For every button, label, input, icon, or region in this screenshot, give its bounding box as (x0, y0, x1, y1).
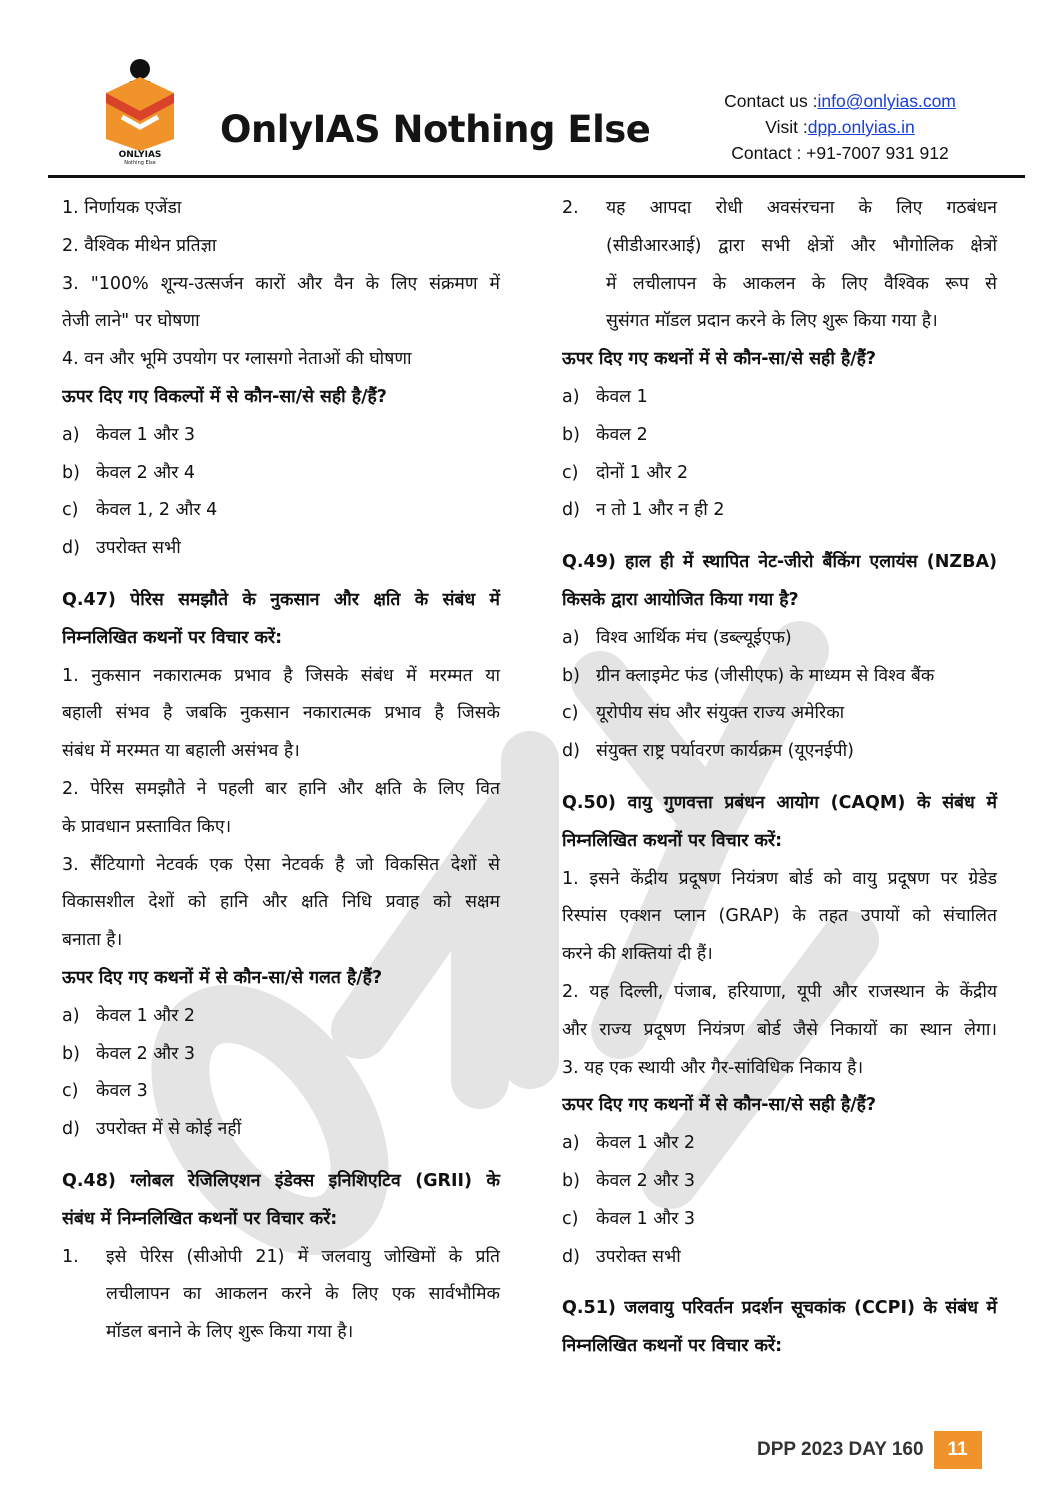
statement-line: बहाली संभव है जबकि नुकसान नकारात्मक प्रभाव है जिसके (62, 703, 500, 724)
statement-line: सुसंगत मॉडल प्रदान करने के लिए शुरू किया गया है। (606, 311, 938, 332)
page-header (0, 0, 1058, 180)
option: d) उपरोक्त सभी (562, 1246, 681, 1267)
statement-line: मॉडल बनाने के लिए शुरू किया गया है। (106, 1322, 354, 1343)
option: c) केवल 1, 2 और 4 (62, 500, 218, 521)
statement-line: इसे पेरिस (सीओपी 21) में जलवायु जोखिमों के प्रति (106, 1246, 500, 1267)
statement-line: विकासशील देशों को हानि और क्षति निधि प्रवाह को सक्षम (62, 892, 500, 913)
statement-item: 1. इसे पेरिस (सीओपी 21) में जलवायु जोखिमों के प्रति लचीलापन का आकलन करने के लिए एक सार्वभौमिक मॉडल बनाने के लिए शुरू किया गया है। (62, 1239, 500, 1352)
question-prompt: ऊपर दिए गए कथनों में से कौन-सा/से गलत है/हैं? (62, 967, 383, 988)
option: b) ग्रीन क्लाइमेट फंड (जीसीएफ) के माध्यम से विश्व बैंक (562, 665, 935, 686)
option: b) केवल 2 और 3 (562, 1170, 696, 1191)
list-item: 2. वैश्विक मीथेन प्रतिज्ञा (62, 235, 217, 256)
question-prompt: ऊपर दिए गए कथनों में से कौन-सा/से सही है/हैं? (562, 1095, 877, 1116)
contact-label: Contact us : (724, 91, 818, 111)
question-title-q47-cont: निम्नलिखित कथनों पर विचार करें: (62, 627, 283, 648)
list-item: 3. "100% शून्य-उत्सर्जन कारों और वैन के लिए संक्रमण में (62, 273, 500, 294)
logo-subtext: Nothing Else (124, 160, 156, 165)
option: b) केवल 2 और 4 (62, 462, 196, 483)
question-prompt: ऊपर दिए गए कथनों में से कौन-सा/से सही है/हैं? (562, 349, 877, 370)
option: c) दोनों 1 और 2 (562, 462, 689, 483)
option: c) यूरोपीय संघ और संयुक्त राज्य अमेरिका (562, 703, 845, 724)
option: a) केवल 1 (562, 386, 648, 407)
option: d) संयुक्त राष्ट्र पर्यावरण कार्यक्रम (यूएनईपी) (562, 741, 854, 762)
statement-line: और राज्य प्रदूषण नियंत्रण बोर्ड जैसे निकायों का स्थान लेगा। (562, 1019, 997, 1040)
onlyias-logo-icon (100, 55, 180, 165)
question-title-q50-cont: निम्नलिखित कथनों पर विचार करें: (562, 830, 783, 851)
statement-line: रिस्पांस एक्शन प्लान (GRAP) के तहत उपायों को संचालित (562, 906, 997, 927)
left-column (62, 190, 500, 1352)
brand-title: OnlyIAS Nothing Else (220, 108, 651, 151)
contact-email-link[interactable]: info@onlyias.com (817, 91, 956, 111)
visit-label: Visit : (765, 117, 808, 137)
option: d) न तो 1 और न ही 2 (562, 500, 725, 521)
statement-line: बनाता है। (62, 930, 123, 951)
statement-line: के प्रावधान प्रस्तावित किए। (62, 816, 232, 837)
option: a) केवल 1 और 2 (562, 1133, 696, 1154)
right-column (562, 190, 997, 1366)
statement-line: 1. नुकसान नकारात्मक प्रभाव है जिसके संबंध में मरम्मत या (62, 665, 500, 686)
list-item: तेजी लाने" पर घोषणा (62, 311, 200, 332)
statement-line: 2. पेरिस समझौते ने पहली बार हानि और क्षति के लिए वित (62, 778, 500, 799)
list-item: 1. निर्णायक एजेंडा (62, 198, 182, 218)
option: b) केवल 2 (562, 424, 648, 445)
question-prompt: ऊपर दिए गए विकल्पों में से कौन-सा/से सही है/हैं? (62, 386, 387, 407)
option: a) केवल 1 और 2 (62, 1005, 196, 1026)
statement-line: 1. इसने केंद्रीय प्रदूषण नियंत्रण बोर्ड को वायु प्रदूषण पर ग्रेडेड (562, 868, 997, 889)
statement-line: 3. यह एक स्थायी और गैर-सांविधिक निकाय है। (562, 1057, 864, 1078)
option: a) विश्व आर्थिक मंच (डब्ल्यूईएफ) (562, 627, 792, 648)
statement-line: करने की शक्तियां दी हैं। (562, 944, 713, 965)
option: a) केवल 1 और 3 (62, 424, 196, 445)
contact-phone: Contact : +91-7007 931 912 (731, 143, 949, 163)
footer-label: DPP 2023 DAY 160 (757, 1439, 924, 1460)
statement-line: (सीडीआरआई) द्वारा सभी क्षेत्रों और भौगोलिक क्षेत्रों (606, 235, 997, 256)
question-title-q49-cont: किसके द्वारा आयोजित किया गया है? (562, 589, 799, 610)
option: c) केवल 3 (62, 1081, 148, 1102)
logo-text: ONLYIAS (118, 150, 162, 160)
statement-line: 2. यह दिल्ली, पंजाब, हरियाणा, यूपी और राजस्थान के केंद्रीय (562, 981, 997, 1002)
statement-item: 2. यह आपदा रोधी अवसंरचना के लिए गठबंधन (सीडीआरआई) द्वारा सभी क्षेत्रों और भौगोलिक क्षेत्रों में लचीलापन के आकलन के लिए वैश्विक रूप से सुसंगत मॉडल प्रदान करने के लिए शुरू किया गया है। (562, 190, 997, 341)
statement-line: 3. सैंटियागो नेटवर्क एक ऐसा नेटवर्क है जो विकसित देशों से (62, 854, 500, 875)
contact-block (680, 88, 1000, 166)
visit-url-link[interactable]: dpp.onlyias.in (807, 117, 915, 137)
statement-line: संबंध में मरम्मत या बहाली असंभव है। (62, 741, 300, 762)
page-number-badge: 11 (934, 1431, 982, 1469)
question-title-q50: Q.50) वायु गुणवत्ता प्रबंधन आयोग (CAQM) के संबंध में (562, 792, 997, 813)
statement-line: में लचीलापन के आकलन के लिए वैश्विक रूप से (606, 273, 997, 294)
page-footer (757, 1431, 982, 1469)
option: c) केवल 1 और 3 (562, 1208, 696, 1229)
list-item: 4. वन और भूमि उपयोग पर ग्लासगो नेताओं की घोषणा (62, 349, 412, 370)
statement-line: यह आपदा रोधी अवसंरचना के लिए गठबंधन (606, 198, 997, 218)
option: d) उपरोक्त में से कोई नहीं (62, 1119, 242, 1140)
statement-line: लचीलापन का आकलन करने के लिए एक सार्वभौमिक (106, 1284, 500, 1305)
question-title-q49: Q.49) हाल ही में स्थापित नेट-जीरो बैंकिंग एलायंस (NZBA) (562, 552, 997, 573)
option: b) केवल 2 और 3 (62, 1043, 196, 1064)
question-title-q48: Q.48) ग्लोबल रेजिलिएशन इंडेक्स इनिशिएटिव (GRII) के (62, 1170, 500, 1191)
header-divider (48, 175, 1025, 178)
question-title-q51-cont: निम्नलिखित कथनों पर विचार करें: (562, 1336, 783, 1357)
question-title-q51: Q.51) जलवायु परिवर्तन प्रदर्शन सूचकांक (CCPI) के संबंध में (562, 1298, 997, 1319)
question-title-q47: Q.47) पेरिस समझौते के नुकसान और क्षति के संबंध में (62, 589, 500, 610)
option: d) उपरोक्त सभी (62, 538, 181, 559)
question-title-q48-cont: संबंध में निम्नलिखित कथनों पर विचार करें: (62, 1208, 338, 1229)
